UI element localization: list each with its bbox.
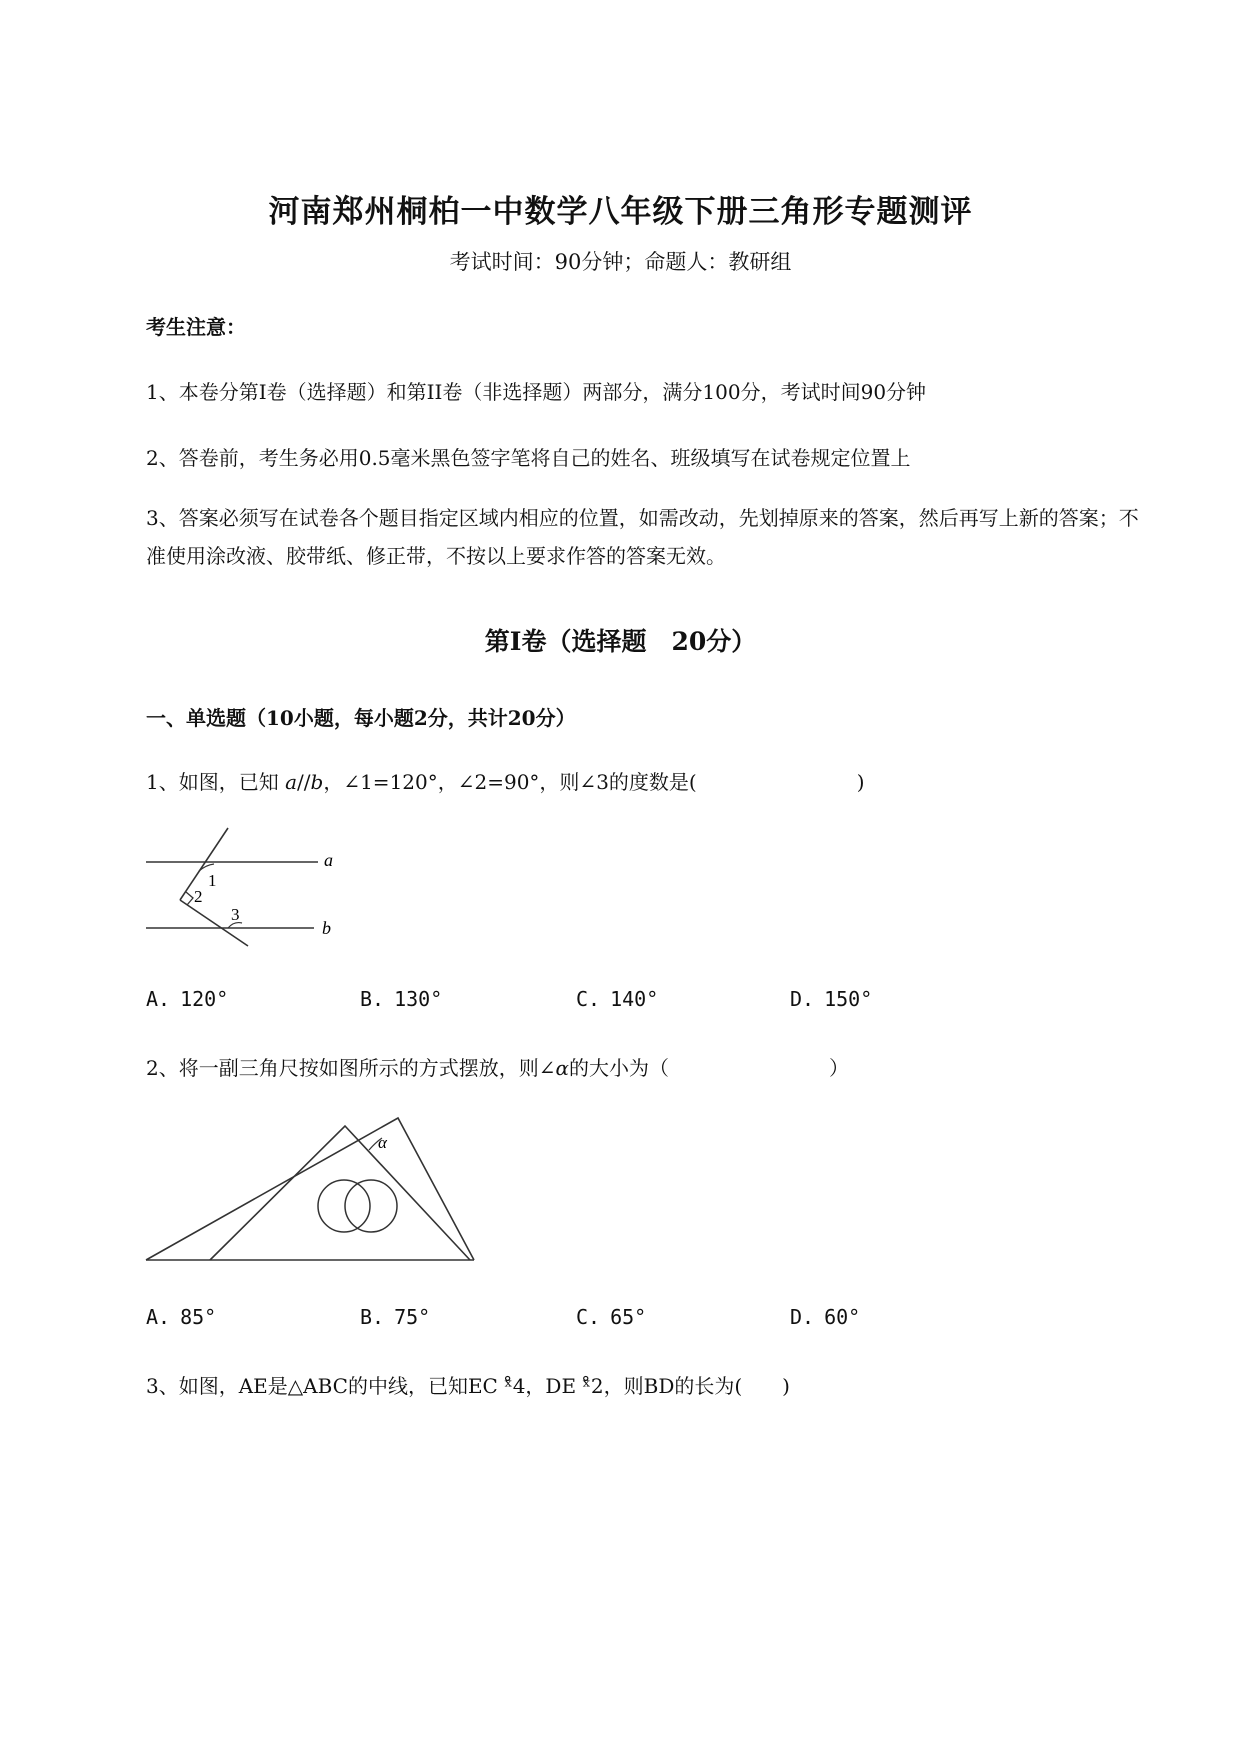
question-1-option-b[interactable]: B. 130° (360, 987, 443, 1011)
question-2-option-d[interactable]: D. 60° (790, 1305, 861, 1329)
label-angle-1: 1 (208, 871, 217, 890)
protractor-circle-left (318, 1180, 370, 1232)
notice-item-1: 1、本卷分第I卷（选择题）和第II卷（非选择题）两部分，满分100分，考试时间90分钟 (146, 380, 927, 404)
label-angle-2: 2 (194, 887, 203, 906)
question-2-option-a[interactable]: A. 85° (146, 1305, 217, 1329)
question-1-figure (144, 822, 344, 952)
question-3-stem: 3、如图，AE是△ABC的中线，已知EC ˣ̊4，DE ˣ̊2，则BD的长为( ) (146, 1374, 790, 1398)
exam-title: 河南郑州桐柏一中数学八年级下册三角形专题测评 (268, 194, 973, 230)
triangle-large (146, 1118, 474, 1260)
label-a: a (324, 850, 333, 870)
label-angle-3: 3 (231, 905, 240, 924)
section-heading: 第I卷（选择题 20分） (484, 627, 757, 656)
question-1-option-c[interactable]: C. 140° (576, 987, 659, 1011)
notice-heading: 考生注意： (146, 315, 246, 339)
right-angle-mark (186, 892, 193, 905)
protractor-circle-right (345, 1180, 397, 1232)
question-2-figure (144, 1110, 484, 1270)
question-2-option-c[interactable]: C. 65° (576, 1305, 647, 1329)
notice-item-2: 2、答卷前，考生务必用0.5毫米黑色签字笔将自己的姓名、班级填写在试卷规定位置上 (146, 446, 911, 470)
transversal-upper (180, 828, 228, 900)
question-1-option-d[interactable]: D. 150° (790, 987, 873, 1011)
question-2-stem: 2、将一副三角尺按如图所示的方式摆放，则∠α的大小为（ ） (146, 1056, 849, 1080)
question-2-option-b[interactable]: B. 75° (360, 1305, 431, 1329)
notice-item-3: 3、答案必须写在试卷各个题目指定区域内相应的位置，如需改动，先划掉原来的答案，然后再写上新的答案；不准使用涂改液、胶带纸、修正带，不按以上要求作答的答案无效。 (146, 506, 1139, 568)
question-1-option-a[interactable]: A. 120° (146, 987, 229, 1011)
label-alpha: α (378, 1133, 387, 1152)
label-b: b (322, 918, 331, 938)
question-1-stem: 1、如图，已知 a//b，∠1=120°，∠2=90°，则∠3的度数是( ) (146, 770, 865, 794)
part-heading: 一、单选题（10小题，每小题2分，共计20分） (146, 706, 576, 730)
triangle-small (210, 1126, 470, 1260)
exam-subtitle: 考试时间：90分钟；命题人：教研组 (449, 250, 792, 274)
